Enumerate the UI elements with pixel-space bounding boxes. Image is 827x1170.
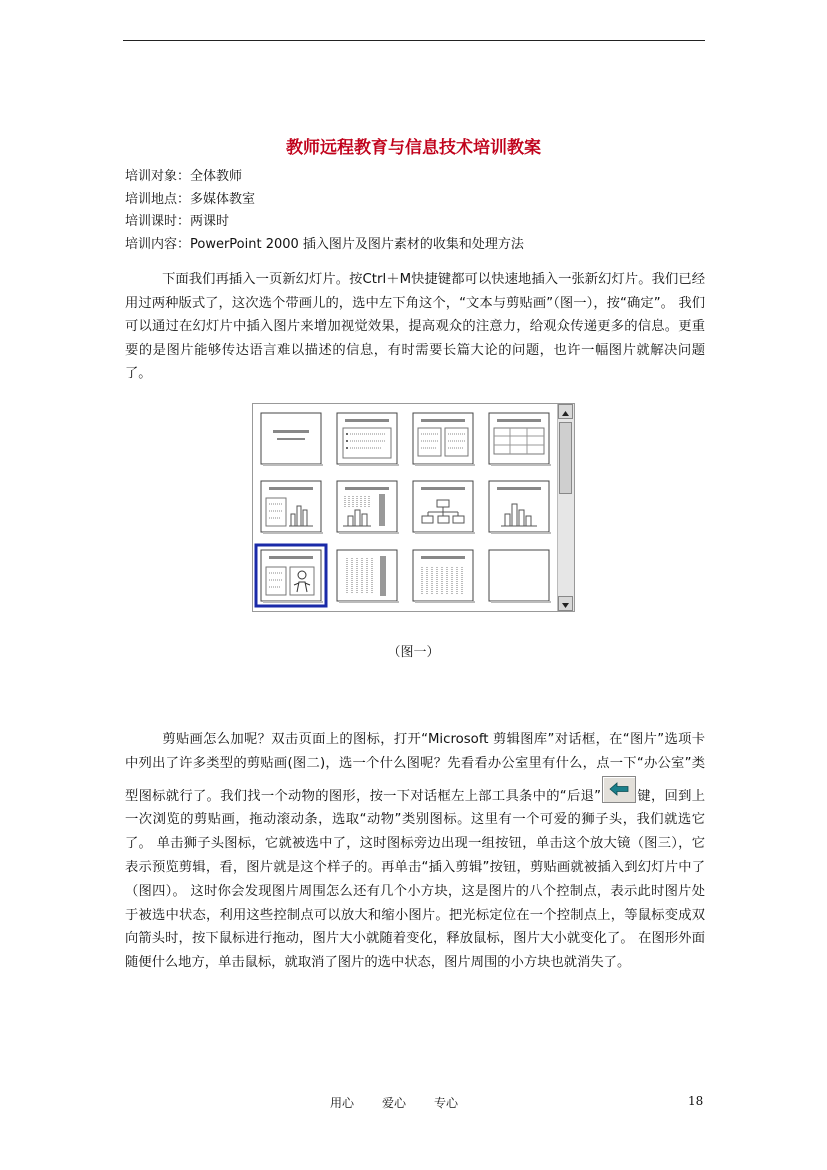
figure-caption: （图一） — [387, 645, 440, 660]
meta-target: 培训对象：全体教师 — [125, 169, 243, 184]
layout-blank[interactable] — [489, 550, 551, 603]
paragraph-2-text-a: 剪贴画怎么加呢？双击页面上的图标，打开“Microsoft 剪辑图库”对话框，在“图片”选项卡中列出了许多类型的剪贴画(图二)，选一个什么图呢？先看看办公室里有什么，点一下“办公室”类型图标就行了。我们找一个动物的图形，按一下对话框左上部工具条中的“后退” — [125, 732, 705, 804]
layout-chart-and-text[interactable] — [337, 481, 399, 534]
paragraph-2 — [125, 728, 705, 975]
layout-org-chart[interactable] — [413, 481, 475, 534]
triangle-down-icon — [559, 599, 572, 612]
scroll-thumb[interactable] — [559, 422, 572, 494]
layout-table[interactable] — [489, 413, 551, 466]
page-number: 18 — [688, 1094, 704, 1108]
footer-item: 用心 — [330, 1096, 355, 1110]
footer-item: 爱心 — [382, 1096, 407, 1110]
training-meta — [125, 166, 524, 256]
footer-motto — [330, 1094, 486, 1111]
slide-layout-picker — [252, 403, 575, 612]
layout-title-slide[interactable] — [261, 413, 323, 466]
layout-thumbnails — [253, 404, 557, 611]
left-arrow-icon — [608, 781, 630, 797]
meta-content: 培训内容：PowerPoint 2000 插入图片及图片素材的收集和处理方法 — [125, 236, 524, 252]
meta-location: 培训地点：多媒体教室 — [125, 191, 256, 207]
layout-text-and-clip-art[interactable] — [256, 545, 326, 606]
layout-scrollbar[interactable] — [557, 404, 574, 611]
layout-chart[interactable] — [489, 481, 551, 534]
layout-bulleted-list[interactable] — [337, 413, 399, 466]
scroll-up-button[interactable] — [558, 404, 573, 419]
back-button-image — [602, 776, 636, 803]
paragraph-1-text: 下面我们再插入一页新幻灯片。按Ctrl＋M快捷键都可以快速地插入一张新幻灯片。我们已经用过两种版式了，这次选个带画儿的，选中左下角这个，“文本与剪贴画”（图一），按“确定”。 我们可以通过在幻灯片中插入图片来增加视觉效果，提高观众的注意力，给观众传递更多的信息。更重要的是图片能够传达语言难以描述的信息，有时需要长篇大论的问题，也许一幅图片就解决问题了。 — [125, 272, 705, 381]
layout-two-column-text[interactable] — [413, 413, 475, 466]
paragraph-1 — [125, 268, 705, 386]
paragraph-2-text-b: 键，回到上一次浏览的剪贴画，拖动滚动条，选取“动物”类别图标。这里有一个可爱的狮子头，我们就选它了。 单击狮子头图标，它就被选中了，这时图标旁边出现一组按钮，单击这个放大镜（图三），它表示预览剪辑，看，图片就是这个样子的。再单击“插入剪辑”按钮，剪贴画就被插入到幻灯片中了（图四）。 这时你会发现图片周围怎么还有几个小方块，这是图片的八个控制点，表示此时图片处于被选中状态，利用这些控制点可以放大和缩小图片。把光标定位在一个控制点上，等鼠标变成双向箭头时，按下鼠标进行拖动，图片大小就随着变化，释放鼠标，图片大小就变化了。 在图形外面随便什么地方，单击鼠标，就取消了图片的选中状态，图片周围的小方块也就消失了。 — [125, 788, 706, 971]
triangle-up-icon — [559, 407, 572, 420]
layout-vertical-title-and-text[interactable] — [337, 550, 399, 603]
meta-hours: 培训课时：两课时 — [125, 214, 230, 229]
document-title: 教师远程教育与信息技术培训教案 — [286, 138, 541, 158]
layout-title-and-vertical-text[interactable] — [413, 550, 475, 603]
layout-text-and-chart[interactable] — [261, 481, 323, 534]
header-rule — [123, 40, 705, 41]
footer-item: 专心 — [434, 1096, 459, 1110]
scroll-down-button[interactable] — [558, 596, 573, 611]
